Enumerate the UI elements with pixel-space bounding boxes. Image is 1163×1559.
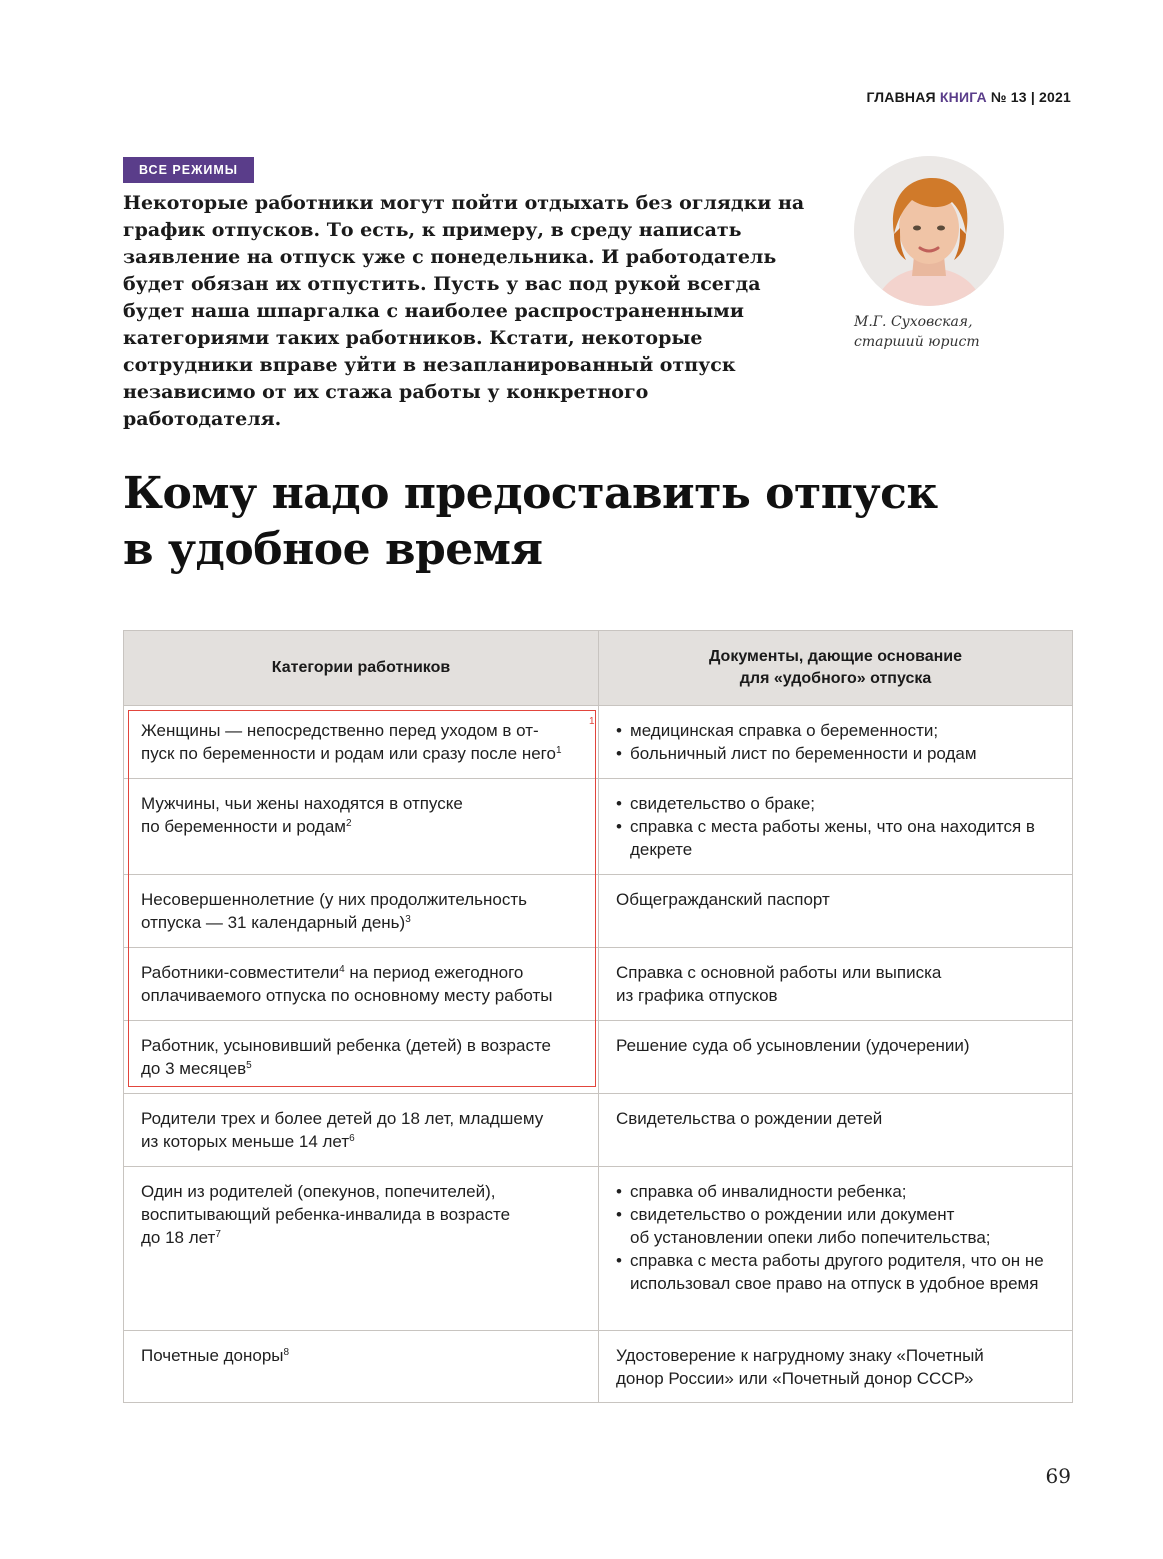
documents-cell: Удостоверение к нагрудному знаку «Почетный донор России» или «Почетный донор СССР»	[599, 1331, 1073, 1403]
category-cell: Один из родителей (опекунов, попечителей), воспитывающий ребенка-инвалида в возрасте до 18 лет$^7$	[124, 1167, 599, 1331]
documents-cell	[599, 779, 1073, 875]
page-title-line-1: Кому надо предоставить отпуск	[123, 468, 938, 519]
masthead-brand-a: ГЛАВНАЯ	[866, 89, 936, 105]
annotation-marker: 1	[589, 716, 595, 727]
column-header-documents	[599, 631, 1073, 706]
documents-cell	[599, 706, 1073, 779]
list-item: • справка об инвалидности ребенка;	[616, 1180, 1055, 1203]
column-header-categories: Категории работников	[124, 631, 599, 706]
footnote-ref: 1	[555, 745, 562, 756]
masthead	[866, 89, 1071, 105]
footnote-ref: 3	[405, 914, 411, 925]
list-item: • свидетельство о рождении или документ об установлении опеки либо попечительства;	[616, 1203, 1055, 1249]
table-row	[124, 875, 1073, 948]
lead-paragraph: Некоторые работники могут пойти отдыхать без оглядки на график отпусков. То есть, к примеру, в среду написать заявление на отпуск уже с понедельника. И работодатель будет обязан их отпустить. Пусть у вас под рукой всегда будет наша шпаргалка с наиболее распространенными категориями таких работников. Кстати, некоторые сотрудники вправе уйти в незапланированный отпуск независимо от их стажа работы у конкретного работодателя.	[123, 192, 805, 430]
footnote-ref: 7	[215, 1229, 221, 1240]
list-item: • справка с места работы жены, что она находится в декрете	[616, 815, 1055, 861]
author-role: старший юрист	[854, 334, 980, 350]
documents-cell: Свидетельства о рождении детей	[599, 1094, 1073, 1167]
column-header-documents-line-1: Документы, дающие основание	[708, 648, 963, 665]
table-header-row	[124, 631, 1073, 706]
footnote-ref: 8	[283, 1347, 290, 1358]
documents-cell	[599, 1167, 1073, 1331]
footnote-ref: 4	[339, 964, 345, 975]
table-row	[124, 1331, 1073, 1403]
page-title-line-2: в удобное время	[123, 524, 543, 575]
table-row	[124, 706, 1073, 779]
page-number: 69	[1045, 1464, 1071, 1488]
page-title	[123, 466, 1043, 578]
vacation-table	[123, 630, 1073, 1403]
category-cell: Работники-совместители$^4$ на период ежегодного оплачиваемого отпуска по основному месту работы	[124, 948, 599, 1021]
footnote-ref: 6	[349, 1133, 355, 1144]
list-item: • справка с места работы другого родителя, что он не использовал свое право на отпуск в удобное время	[616, 1249, 1055, 1295]
table-row	[124, 1094, 1073, 1167]
table-row	[124, 779, 1073, 875]
list-item: • свидетельство о браке;	[616, 792, 1055, 815]
category-cell: Почетные доноры$^8$	[124, 1331, 599, 1403]
list-item: • больничный лист по беременности и родам	[616, 742, 1055, 765]
table-row	[124, 1167, 1073, 1331]
footnote-ref: 5	[246, 1060, 252, 1071]
author-portrait-image	[854, 156, 1004, 306]
masthead-issue: № 13 | 2021	[990, 89, 1071, 105]
list-item: • медицинская справка о беременности;	[616, 719, 1055, 742]
table-row	[124, 948, 1073, 1021]
author-photo	[854, 156, 1004, 306]
footnote-ref: 2	[346, 818, 352, 829]
category-cell: Женщины — непосредственно перед уходом в от- пуск по беременности и родам или сразу после него$^1$	[124, 706, 599, 779]
documents-cell: Справка с основной работы или выписка из графика отпусков	[599, 948, 1073, 1021]
category-cell: Родители трех и более детей до 18 лет, младшему из которых меньше 14 лет$^6$	[124, 1094, 599, 1167]
author-name: М.Г. Суховская,	[854, 314, 973, 330]
masthead-brand-b: КНИГА	[939, 89, 987, 105]
documents-cell: Решение суда об усыновлении (удочерении)	[599, 1021, 1073, 1094]
section-tag: ВСЕ РЕЖИМЫ	[123, 157, 254, 183]
column-header-documents-line-2: для «удобного» отпуска	[739, 670, 932, 687]
table-row	[124, 1021, 1073, 1094]
documents-cell: Общегражданский паспорт	[599, 875, 1073, 948]
category-cell: Работник, усыновивший ребенка (детей) в возрасте до 3 месяцев$^5$	[124, 1021, 599, 1094]
category-cell: Несовершеннолетние (у них продолжительность отпуска — 31 календарный день)$^3$	[124, 875, 599, 948]
category-cell: Мужчины, чьи жены находятся в отпуске по беременности и родам$^2$	[124, 779, 599, 875]
author-caption	[854, 312, 1044, 352]
